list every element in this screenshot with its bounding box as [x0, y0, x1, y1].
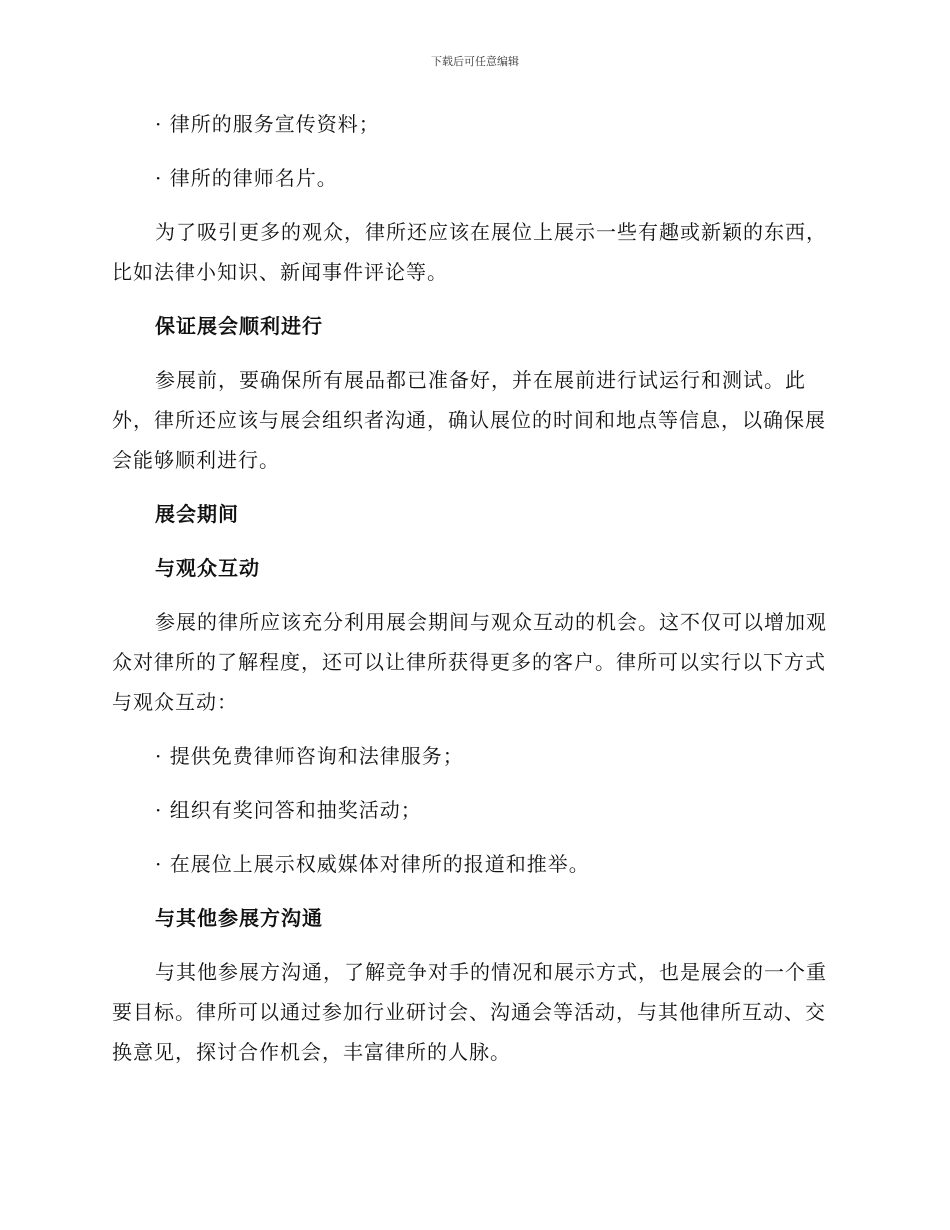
bullet-item: · 律所的服务宣传资料； [155, 112, 380, 136]
page-header: 下载后可任意编辑 [431, 55, 519, 68]
paragraph: 参展前，要确保所有展品都已准备好，并在展前进行试运行和测试。此外，律所还应该与展会组织者沟通，确认展位的时间和地点等信息，以确保展会能够顺利进行。 [112, 368, 826, 472]
bullet-item: · 提供免费律师咨询和法律服务； [155, 744, 464, 768]
section-heading: 与其他参展方沟通 [155, 906, 323, 930]
bullet-item: · 组织有奖问答和抽奖活动； [155, 798, 422, 822]
paragraph: 参展的律所应该充分利用展会期间与观众互动的机会。这不仅可以增加观众对律所的了解程度，还可以让律所获得更多的客户。律所可以实行以下方式与观众互动： [112, 610, 827, 714]
section-heading: 与观众互动 [155, 556, 260, 580]
paragraph: 为了吸引更多的观众，律所还应该在展位上展示一些有趣或新颖的东西，比如法律小知识、新闻事件评论等。 [112, 220, 827, 284]
section-heading: 保证展会顺利进行 [155, 314, 323, 338]
bullet-item: · 律所的律师名片。 [155, 166, 338, 190]
bullet-item: · 在展位上展示权威媒体对律所的报道和推举。 [155, 852, 590, 876]
document-body [112, 104, 837, 1072]
section-heading: 展会期间 [155, 502, 239, 526]
paragraph: 与其他参展方沟通，了解竞争对手的情况和展示方式，也是展会的一个重要目标。律所可以通过参加行业研讨会、沟通会等活动，与其他律所互动、交换意见，探讨合作机会，丰富律所的人脉。 [112, 960, 827, 1064]
